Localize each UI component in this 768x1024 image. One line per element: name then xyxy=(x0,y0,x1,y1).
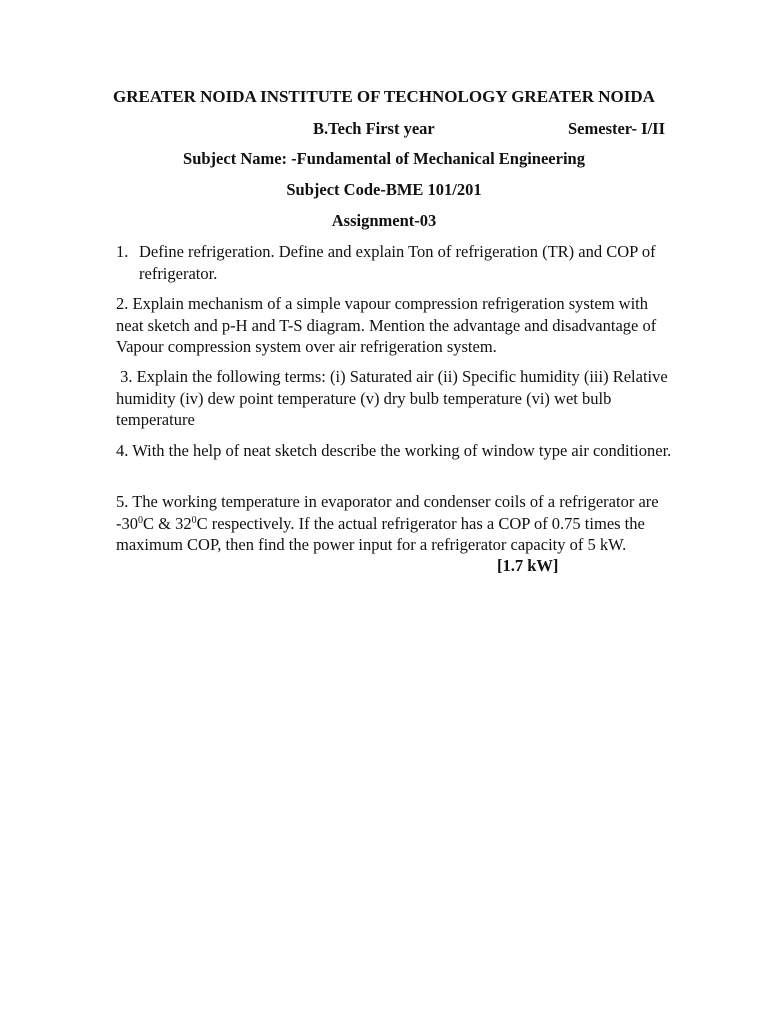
question-2: 2. Explain mechanism of a simple vapour compression refrigeration system with neat sketch and p-H and T-S diagram. Mention the advantage and disadvantage of Vapour compression system over air refrigeration system. xyxy=(116,294,657,356)
course-year: B.Tech First year xyxy=(313,119,435,138)
question-3-text: 3. Explain the following terms: (i) Saturated air (ii) Specific humidity (iii) Relative humidity (iv) dew point temperature (v) dry bulb temperature (vi) wet bulb temperature xyxy=(116,367,672,429)
question-1-text: Define refrigeration. Define and explain Ton of refrigeration (TR) and COP of refrigerator. xyxy=(139,242,656,283)
question-3 xyxy=(116,366,676,431)
degree-superscript-2: 0 xyxy=(191,514,197,526)
assignment-title: Assignment-03 xyxy=(331,211,437,230)
question-5 xyxy=(116,491,676,575)
semester-label: Semester- I/II xyxy=(568,119,665,138)
subject-code: Subject Code-BME 101/201 xyxy=(286,180,482,199)
question-4: 4. With the help of neat sketch describe the working of window type air conditioner. xyxy=(116,441,672,460)
question-5-answer: [1.7 kW] xyxy=(497,556,559,575)
question-5-text-part3: C respectively. If the actual refrigerator has a COP of 0.75 times the maximum COP, then find the power input for a refrigerator capacity of 5 kW. xyxy=(116,513,645,554)
degree-superscript-1: 0 xyxy=(138,514,143,526)
question-5-text-part2: C & 32 xyxy=(143,513,192,533)
question-1 xyxy=(116,241,676,284)
question-5-text-part1: 5. The working temperature in evaporator and condenser coils of a refrigerator are -30 xyxy=(116,492,659,533)
subject-name: Subject Name: -Fundamental of Mechanical Engineering xyxy=(183,149,585,168)
institute-title: GREATER NOIDA INSTITUTE OF TECHNOLOGY GREATER NOIDA xyxy=(113,87,655,106)
question-1-number: 1. xyxy=(116,242,129,261)
